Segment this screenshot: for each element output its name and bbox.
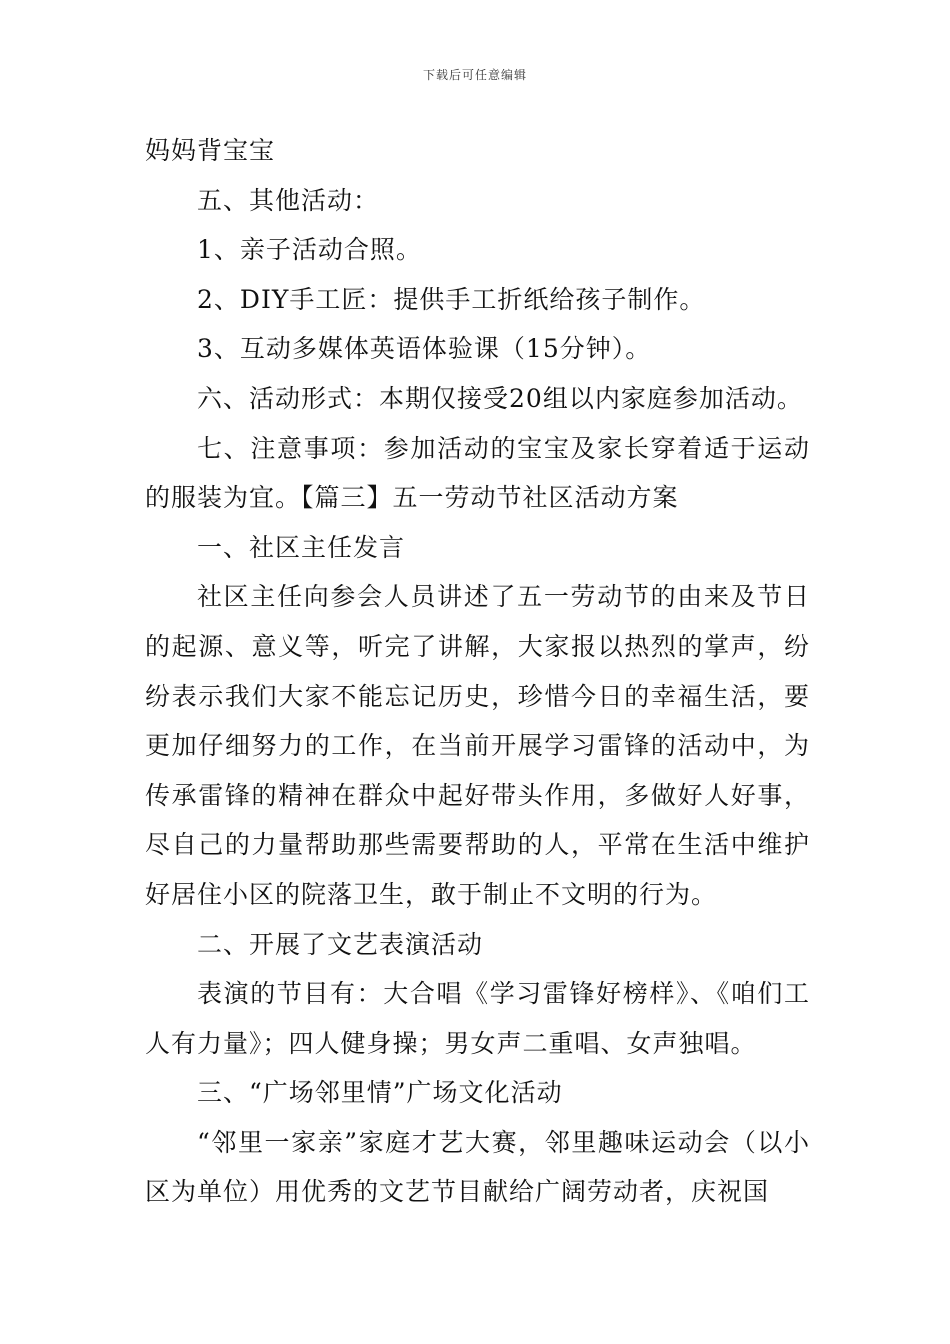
section-heading-director-speech: 一、社区主任发言 xyxy=(197,532,406,562)
section-heading-plaza-culture: 三、“广场邻里情”广场文化活动 xyxy=(197,1078,563,1108)
paragraph-plaza-culture: “邻里一家亲”家庭才艺大赛，邻里趣味运动会（以小区为单位）用优秀的文艺节目献给广阔劳动者，庆祝国 xyxy=(145,1127,810,1207)
list-item-photo: 1、亲子活动合照。 xyxy=(197,235,422,265)
section-heading-performance: 二、开展了文艺表演活动 xyxy=(197,929,484,959)
paragraph-continuation: 妈妈背宝宝 xyxy=(145,136,276,165)
section-notes: 七、注意事项：参加活动的宝宝及家长穿着适于运动的服装为宜。【篇三】五一劳动节社区活动方案 xyxy=(145,433,810,513)
section-activity-format: 六、活动形式：本期仅接受20组以内家庭参加活动。 xyxy=(197,383,803,413)
paragraph-director-speech: 社区主任向参会人员讲述了五一劳动节的由来及节日的起源、意义等，听完了讲解，大家报以热烈的掌声，纷纷表示我们大家不能忘记历史，珍惜今日的幸福生活，要更加仔细努力的工作，在当前开展学习雷锋的活动中，为传承雷锋的精神在群众中起好带头作用，多做好人好事，尽自己的力量帮助那些需要帮助的人，平常在生活中维护好居住小区的院落卫生，敢于制止不文明的行为。 xyxy=(145,582,810,909)
section-heading-other-activities: 五、其他活动： xyxy=(197,185,380,215)
page-header-note: 下载后可任意编辑 xyxy=(422,68,527,82)
document-body xyxy=(145,126,810,1217)
list-item-diy: 2、DIY手工匠：提供手工折纸给孩子制作。 xyxy=(197,284,706,314)
paragraph-performance: 表演的节目有：大合唱《学习雷锋好榜样》、《咱们工人有力量》；四人健身操；男女声二重唱、女声独唱。 xyxy=(145,979,810,1058)
list-item-english-class: 3、互动多媒体英语体验课（15分钟）。 xyxy=(197,334,652,364)
